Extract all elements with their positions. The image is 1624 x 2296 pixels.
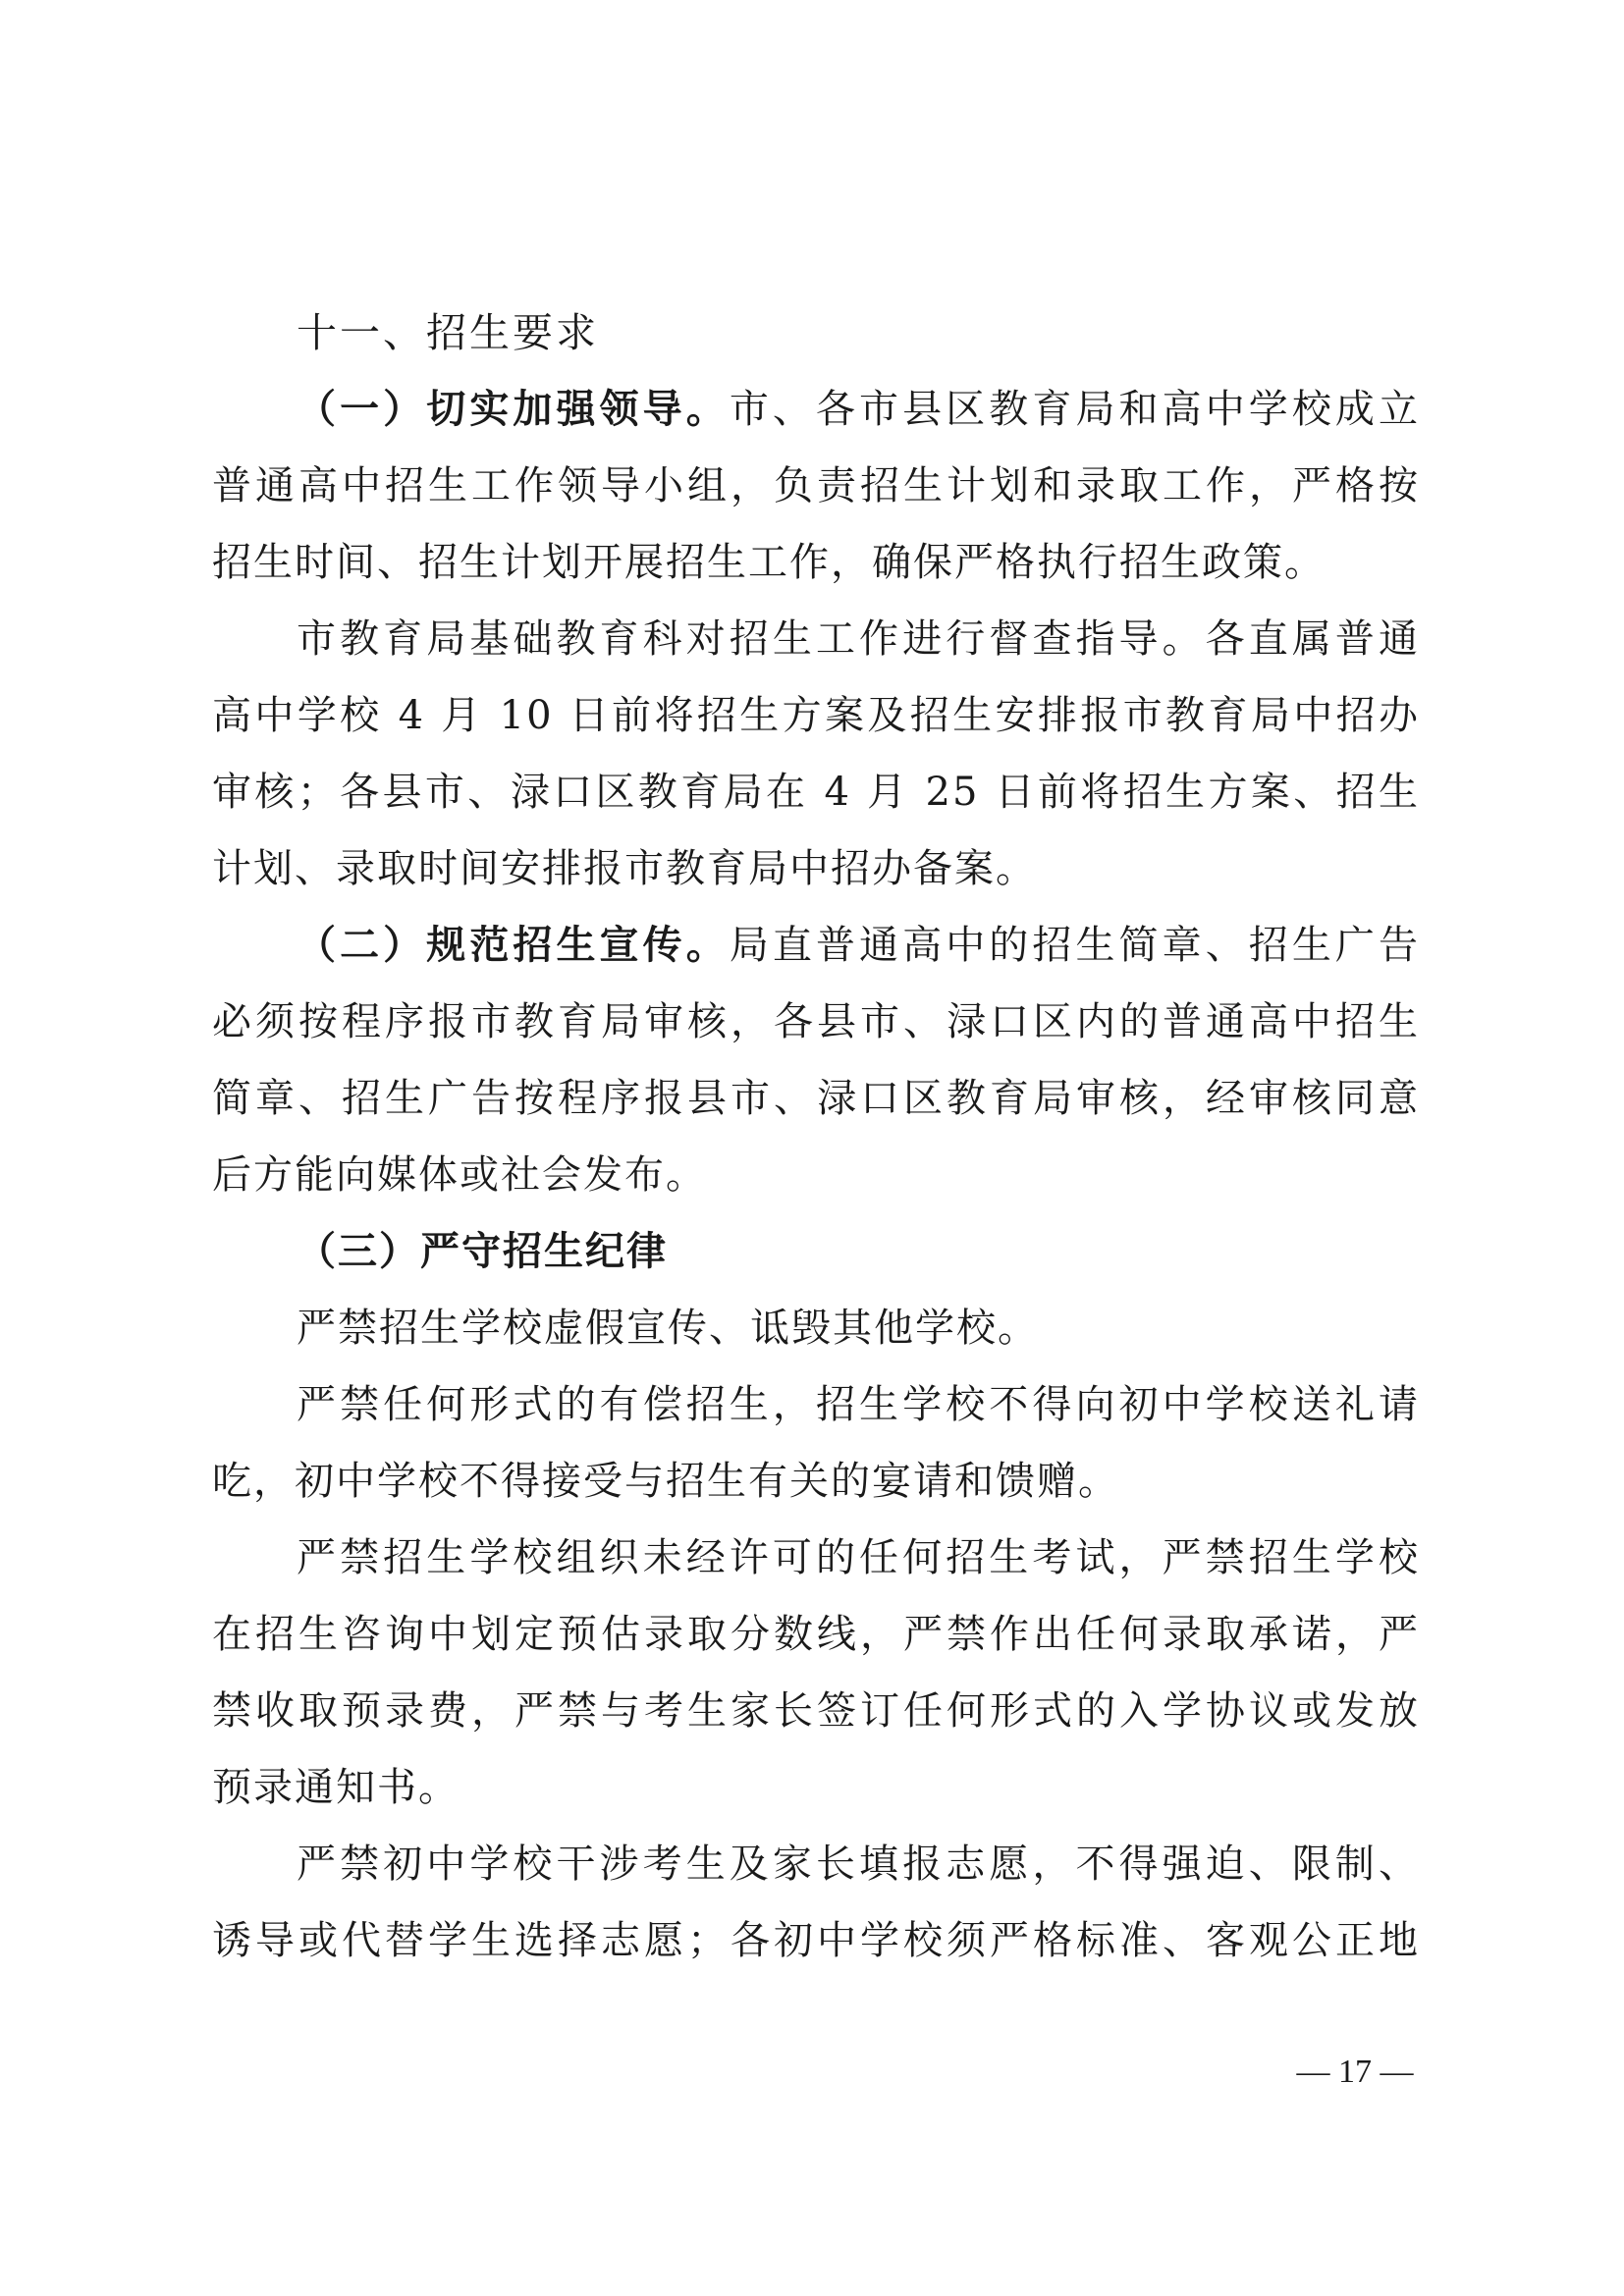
paragraph-line: 审核；各县市、渌口区教育局在 4 月 25 日前将招生方案、招生 <box>212 770 1420 815</box>
paragraph-line: 吃，初中学校不得接受与招生有关的宴请和馈赠。 <box>212 1459 1119 1504</box>
paragraph-line: 严禁招生学校虚假宣传、诋毁其他学校。 <box>297 1306 1039 1351</box>
subsection-heading: （三）严守招生纪律 <box>297 1229 668 1274</box>
paragraph-text: 市、各市县区教育局和高中学校成立 <box>729 387 1421 432</box>
paragraph-line <box>212 371 1420 448</box>
paragraph-lead: （二）规范招生宣传。 <box>297 923 730 968</box>
paragraph-line: 必须按程序报市教育局审核，各县市、渌口区内的普通高中招生 <box>212 999 1420 1044</box>
paragraph-line: 严禁初中学校干涉考生及家长填报志愿，不得强迫、限制、 <box>297 1842 1420 1887</box>
paragraph-line: 普通高中招生工作领导小组，负责招生计划和录取工作，严格按 <box>212 463 1420 508</box>
paragraph-line: 简章、招生广告按程序报县市、渌口区教育局审核，经审核同意 <box>212 1076 1420 1121</box>
page-number: — 17 — <box>1296 2054 1414 2090</box>
paragraph-line: 在招生咨询中划定预估录取分数线，严禁作出任何录取承诺，严 <box>212 1612 1420 1657</box>
paragraph-line: 市教育局基础教育科对招生工作进行督查指导。各直属普通 <box>297 616 1420 662</box>
paragraph-line: 诱导或代替学生选择志愿；各初中学校须严格标准、客观公正地 <box>212 1918 1420 1963</box>
paragraph-text: 局直普通高中的招生简章、招生广告 <box>729 923 1421 968</box>
paragraph-line: 高中学校 4 月 10 日前将招生方案及招生安排报市教育局中招办 <box>212 693 1420 738</box>
paragraph-line: 禁收取预录费，严禁与考生家长签订任何形式的入学协议或发放 <box>212 1688 1420 1734</box>
paragraph-line: 招生时间、招生计划开展招生工作，确保严格执行招生政策。 <box>212 540 1326 585</box>
paragraph-lead: （一）切实加强领导。 <box>297 387 730 432</box>
paragraph-line: 后方能向媒体或社会发布。 <box>212 1152 707 1198</box>
paragraph-line: 预录通知书。 <box>212 1765 460 1810</box>
paragraph-line: 严禁任何形式的有偿招生，招生学校不得向初中学校送礼请 <box>297 1382 1420 1427</box>
paragraph-line: 计划、录取时间安排报市教育局中招办备案。 <box>212 846 1037 891</box>
section-title: 十一、招生要求 <box>297 309 599 356</box>
paragraph-line <box>212 907 1420 984</box>
paragraph-line <box>212 1213 1420 1290</box>
document-body <box>212 294 1420 1979</box>
paragraph-line: 严禁招生学校组织未经许可的任何招生考试，严禁招生学校 <box>297 1535 1420 1580</box>
